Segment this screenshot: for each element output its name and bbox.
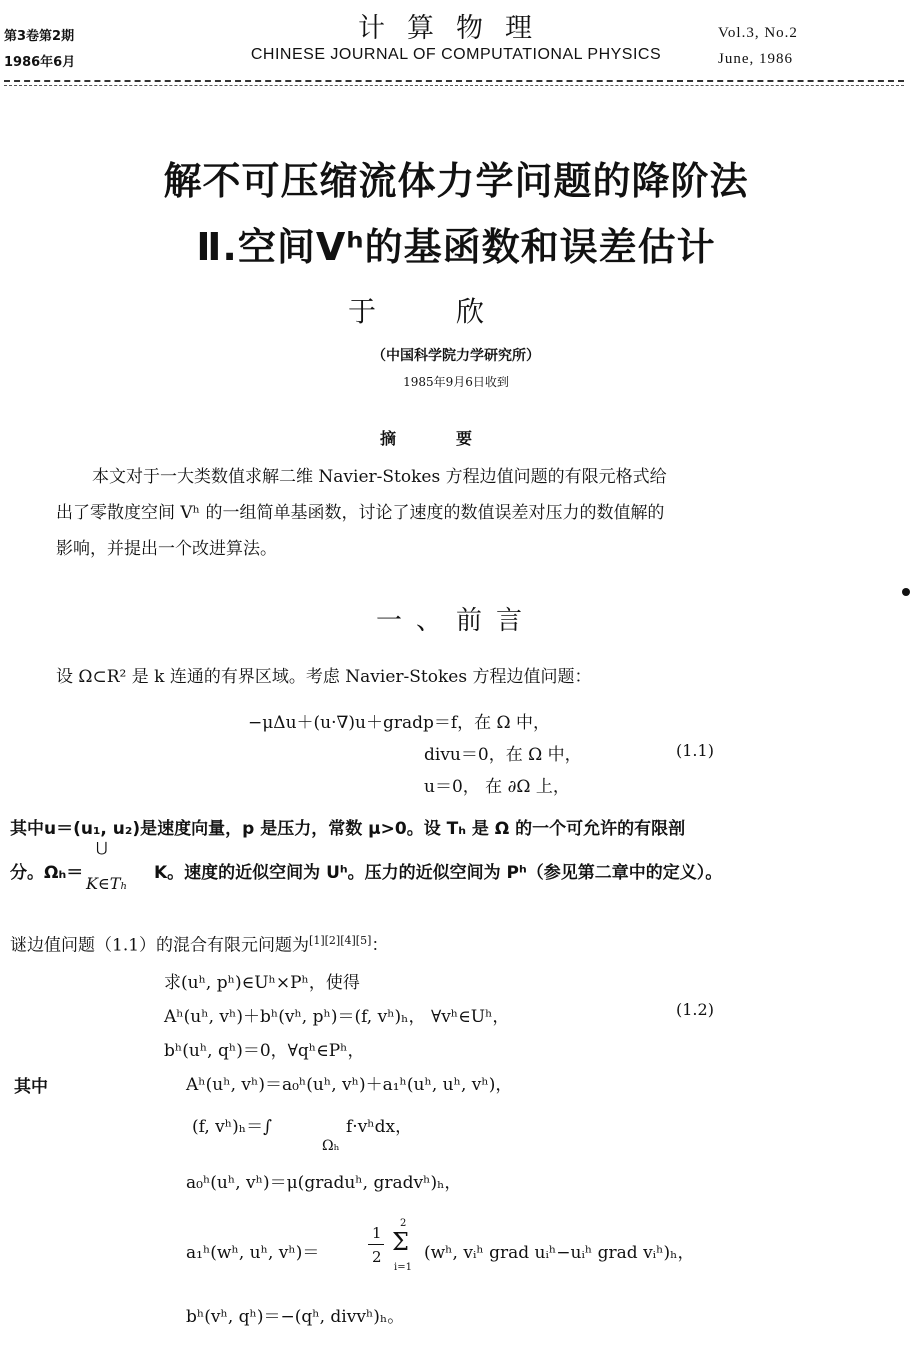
affiliation: （中国科学院力学研究所） (372, 348, 540, 364)
citation-refs: [1][2][4][5] (309, 934, 372, 947)
definition-a1: a₁ʰ(wʰ, uʰ, vʰ)＝ (186, 1243, 320, 1263)
journal-title-cn: 计算物理 (358, 13, 554, 44)
header-rule (4, 80, 904, 82)
union-subscript: K∈Tₕ (86, 874, 128, 893)
definition-inner-product: (f, vʰ)ₕ＝∫ (192, 1117, 272, 1137)
equation-1-1-label: (1.1) (676, 741, 714, 760)
equation-1-1-line-1: −μΔu＋(u·∇)u＋gradp＝f，在 Ω 中， (248, 713, 551, 733)
definition-A: Aʰ(uʰ, vʰ)＝a₀ʰ(uʰ, vʰ)＋a₁ʰ(uʰ, uʰ, vʰ)， (186, 1075, 513, 1095)
summation-lower: i=1 (394, 1262, 412, 1273)
paragraph-1-line-1: 其中u＝(u₁, u₂)是速度向量，p 是压力，常数 μ>0。设 Tₕ 是 Ω 的一个可允许的有限剖 (10, 819, 686, 839)
received-date: 1985年9月6日收到 (403, 375, 509, 389)
abstract-line-1: 本文对于一大类数值求解二维 Navier-Stokes 方程边值问题的有限元格式给 (92, 467, 667, 487)
header-rule-secondary (4, 85, 904, 86)
equation-1-2-line-3: bʰ(uʰ, qʰ)＝0，∀qʰ∈Pʰ， (164, 1041, 365, 1061)
date-en: June, 1986 (718, 51, 793, 67)
definition-a0: a₀ʰ(uʰ, vʰ)＝μ(graduʰ, gradvʰ)ₕ， (186, 1173, 462, 1193)
equation-1-1-line-3: u＝0， 在 ∂Ω 上， (424, 777, 570, 797)
equation-1-2-label: (1.2) (676, 1000, 714, 1019)
abstract-line-3: 影响，并提出一个改进算法。 (56, 539, 277, 559)
equation-1-1-line-2: divu＝0，在 Ω 中， (424, 745, 582, 765)
section-heading: 一、前言 (375, 606, 536, 636)
volume-en: Vol.3, No.2 (718, 25, 798, 41)
issue-info-en (718, 20, 798, 72)
date-cn: 1986年6月 (4, 55, 76, 70)
article-title-line2: Ⅱ.空间Vʰ的基函数和误差估计 (196, 225, 716, 269)
where-label: 其中 (14, 1077, 48, 1097)
volume-cn: 第3卷第2期 (4, 29, 75, 44)
paragraph-1-line-2b: K。速度的近似空间为 Uʰ。压力的近似空间为 Pʰ（参见第二章中的定义）。 (154, 863, 723, 883)
abstract-line-2: 出了零散度空间 Vʰ 的一组简单基函数，讨论了速度的数值误差对压力的数值解的 (56, 503, 665, 523)
paragraph-2 (10, 924, 388, 963)
intro-sentence: 设 Ω⊂R² 是 k 连通的有界区域。考虑 Navier-Stokes 方程边值问题： (56, 667, 592, 687)
abstract-heading: 摘要 (379, 429, 532, 448)
definition-a1-body: (wʰ, vᵢʰ grad uᵢʰ−uᵢʰ grad vᵢʰ)ₕ， (424, 1243, 695, 1263)
paragraph-2-tail: ： (371, 935, 389, 956)
author-name: 于欣 (347, 295, 564, 328)
definition-inner-product-integrand: f·vʰdx， (346, 1117, 413, 1137)
summation-upper: 2 (400, 1218, 407, 1229)
paragraph-2-text: 谜边值问题（1.1）的混合有限元问题为 (10, 935, 310, 956)
equation-1-2-line-2: Aʰ(uʰ, vʰ)＋bʰ(vʰ, pʰ)＝(f, vʰ)ₕ， ∀vʰ∈Uʰ， (164, 1007, 510, 1027)
fraction-bar (368, 1244, 384, 1245)
fraction-numerator: 1 (372, 1224, 382, 1242)
paragraph-1-line-2a: 分。Ωₕ＝ (10, 863, 84, 883)
integral-domain: Ωₕ (322, 1138, 340, 1154)
article-title-line1: 解不可压缩流体力学问题的降阶法 (163, 159, 749, 203)
scan-mark (902, 588, 910, 596)
journal-title-en: CHINESE JOURNAL OF COMPUTATIONAL PHYSICS (250, 46, 662, 63)
summation-symbol: Σ (392, 1228, 409, 1256)
definition-b: bʰ(vʰ, qʰ)＝−(qʰ, divvʰ)ₕ。 (186, 1307, 405, 1327)
equation-1-2-line-1: 求(uʰ, pʰ)∈Uʰ×Pʰ，使得 (164, 973, 360, 993)
fraction-denominator: 2 (372, 1248, 382, 1266)
union-symbol: ⋃ (96, 840, 108, 856)
